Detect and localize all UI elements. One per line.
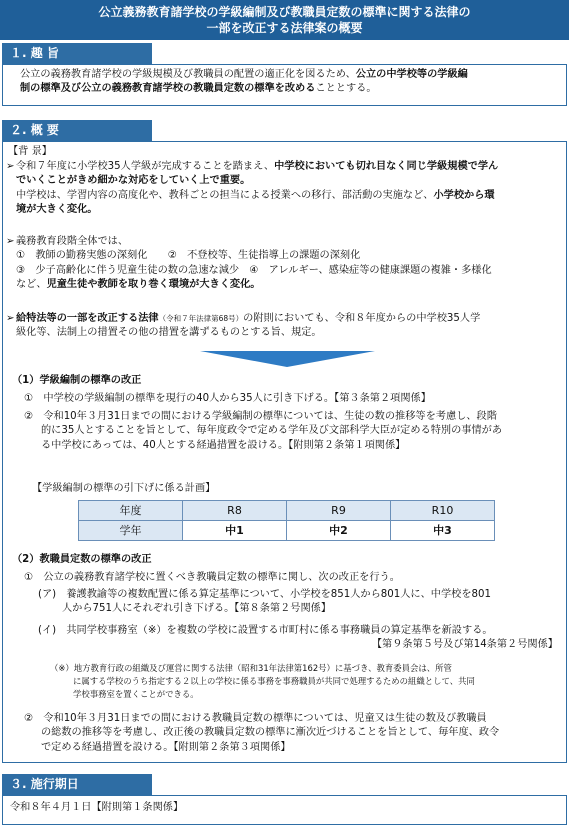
table-row: [79, 501, 495, 521]
note-shared-office: （※）地方教育行政の組織及び運営に関する法律（昭和31年法律第162号）に基づき、教育委員会は、所管 に属する学校のうち指定する２以上の学校に係る事務を事務職員が共同で処理するための組織として、共同 学校事務室を置くことができる。: [50, 663, 475, 700]
class-standard-item-1: ① 中学校の学級編制の標準を現行の40人から35人に引き下げる。【第３条第２項関係】: [24, 393, 431, 404]
plan-caption: 【学級編制の標準の引下げに係る計画】: [32, 483, 216, 494]
class-standard-heading: （1）学級編制の標準の改正: [12, 375, 142, 386]
purpose-text: 公立の義務教育諸学校の学級規模及び教職員の配置の適正化を図るため、公立の中学校等の学級編 制の標準及び公立の義務教育諸学校の教職員定数の標準を改めることとする。: [20, 69, 468, 95]
background-point-3: ➢給特法等の一部を改正する法律（令和７年法律第68号）の附則においても、令和８年度からの中学校35人学 級化等、法制上の措置その他の措置を講ずるものとする旨、規定。: [6, 313, 481, 339]
section-heading-overview: ２. 概 要: [2, 120, 152, 141]
class-size-plan-table: [78, 500, 495, 541]
title-line-2: 一部を改正する法律案の概要: [206, 21, 363, 35]
class-standard-item-2: ② 令和10年３月31日までの間における学級編制の標準については、生徒の数の推移等を考慮し、段階 的に35人とすることを旨として、毎年度政令で定める学年及び文部科学大臣が定める特別の事情があ る中学校にあっては、40人とする経過措置を設ける。【附則第２条第１項関係】: [24, 411, 503, 451]
section-heading-effective-date: ３. 施行期日: [2, 774, 152, 795]
table-header-cell: 年度: [79, 501, 183, 521]
table-row-label: 学年: [79, 521, 183, 541]
staff-standard-item-1: ① 公立の義務教育諸学校に置くべき教職員定数の標準に関し、次の改正を行う。: [24, 572, 400, 583]
table-cell: 中2: [287, 521, 391, 541]
document-title: [0, 0, 569, 40]
arrow-bullet-icon: ➢: [6, 236, 15, 247]
staff-standard-item-b: (イ) 共同学校事務室（※）を複数の学校に設置する市町村に係る事務職員の算定基準を新設する。 【第９条第５号及び第14条第２号関係】: [38, 625, 558, 651]
table-cell: 中3: [391, 521, 495, 541]
section-heading-purpose: １. 趣 旨: [2, 43, 152, 64]
table-header-cell: R8: [183, 501, 287, 521]
effective-date-text: 令和８年４月１日【附則第１条関係】: [10, 802, 184, 813]
down-arrow-icon: [200, 351, 375, 367]
table-cell: 中1: [183, 521, 287, 541]
background-point-2: ➢義務教育段階全体では、 ① 教師の勤務実態の深刻化 ② 不登校等、生徒指導上の課題の深刻化 ③ 少子高齢化に伴う児童生徒の数の急速な減少 ④ アレルギー、感染症等の健康課題の複雑・多様化 など、児童生徒や教師を取り巻く環境が大きく変化。: [6, 236, 492, 291]
staff-standard-item-a: (ア) 養護教諭等の複数配置に係る算定基準について、小学校を851人から801人に、中学校を801 人から751人にそれぞれ引き下げる。【第８条第２号関係】: [38, 589, 491, 615]
table-header-cell: R10: [391, 501, 495, 521]
table-header-cell: R9: [287, 501, 391, 521]
arrow-bullet-icon: ➢: [6, 313, 15, 324]
arrow-bullet-icon: ➢: [6, 161, 15, 172]
background-label: 【背 景】: [8, 146, 52, 157]
background-point-1: ➢令和７年度に小学校35人学級が完成することを踏まえ、中学校においても切れ目なく同じ学級規模で学ん でいくことがきめ細かな対応をしていく上で重要。 中学校は、学習内容の高度化や、教科ごとの担当による授業への移行、部活動の実施など、小学校から環 境が大きく変化。: [6, 161, 499, 216]
staff-standard-item-2: ② 令和10年３月31日までの間における教職員定数の標準については、児童又は生徒の数及び教職員 の総数の推移等を考慮し、改正後の教職員定数の標準に漸次近づけることを旨として、毎年度、政令 で定める経過措置を設ける。【附則第２条第３項関係】: [24, 713, 500, 753]
table-row: [79, 521, 495, 541]
title-line-1: 公立義務教育諸学校の学級編制及び教職員定数の標準に関する法律の: [98, 5, 471, 19]
staff-standard-heading: （2）教職員定数の標準の改正: [12, 554, 152, 565]
